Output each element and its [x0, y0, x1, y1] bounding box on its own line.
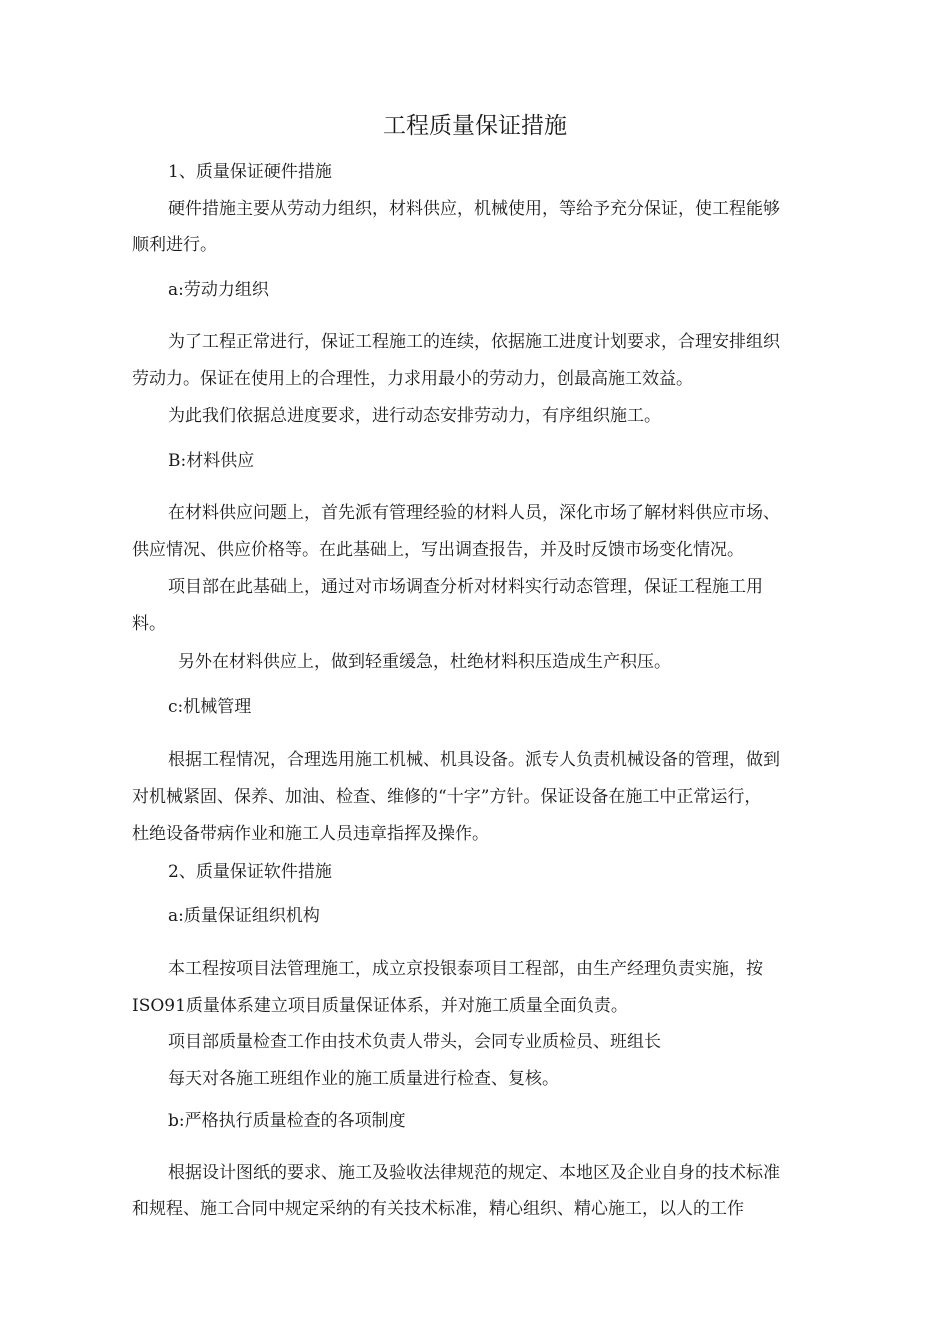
- paragraph-line: 顺利进行。: [132, 235, 217, 255]
- subheading-materials: B:材料供应: [168, 451, 255, 471]
- paragraph-line: 料。: [132, 614, 166, 634]
- paragraph-line: 每天对各施工班组作业的施工质量进行检查、复核。: [168, 1069, 559, 1089]
- section-heading-software: 2、质量保证软件措施: [168, 862, 332, 882]
- paragraph-line: 另外在材料供应上，做到轻重缓急，杜绝材料积压造成生产积压。: [178, 652, 671, 672]
- subheading-machinery: c:机械管理: [168, 697, 252, 717]
- paragraph-line: 供应情况、供应价格等。在此基础上，写出调查报告，并及时反馈市场变化情况。: [132, 540, 744, 560]
- paragraph-line: 根据工程情况，合理选用施工机械、机具设备。派专人负责机械设备的管理，做到: [168, 750, 780, 770]
- paragraph-line: 硬件措施主要从劳动力组织，材料供应，机械使用，等给予充分保证，使工程能够: [168, 199, 780, 219]
- paragraph-line: 对机械紧固、保养、加油、检查、维修的“十字”方针。保证设备在施工中正常运行，: [132, 787, 762, 807]
- paragraph-line: 为此我们依据总进度要求，进行动态安排劳动力，有序组织施工。: [168, 406, 661, 426]
- section-heading-hardware: 1、质量保证硬件措施: [168, 162, 332, 182]
- paragraph-line: 为了工程正常进行，保证工程施工的连续，依据施工进度计划要求，合理安排组织: [168, 332, 780, 352]
- document-title: 工程质量保证措施: [383, 113, 567, 139]
- subheading-inspection: b:严格执行质量检查的各项制度: [168, 1111, 406, 1131]
- paragraph-line: ISO91质量体系建立项目质量保证体系，并对施工质量全面负责。: [132, 996, 628, 1016]
- subheading-organization: a:质量保证组织机构: [168, 906, 320, 926]
- paragraph-line: 项目部质量检查工作由技术负责人带头，会同专业质检员、班组长: [168, 1032, 661, 1052]
- paragraph-line: 杜绝设备带病作业和施工人员违章指挥及操作。: [132, 824, 489, 844]
- paragraph-line: 根据设计图纸的要求、施工及验收法律规范的规定、本地区及企业自身的技术标准: [168, 1163, 780, 1183]
- paragraph-line: 项目部在此基础上，通过对市场调查分析对材料实行动态管理，保证工程施工用: [168, 577, 763, 597]
- paragraph-line: 和规程、施工合同中规定采纳的有关技术标准，精心组织、精心施工，以人的工作: [132, 1199, 744, 1219]
- paragraph-line: 劳动力。保证在使用上的合理性，力求用最小的劳动力，创最高施工效益。: [132, 369, 693, 389]
- paragraph-line: 在材料供应问题上，首先派有管理经验的材料人员，深化市场了解材料供应市场、: [168, 503, 780, 523]
- paragraph-line: 本工程按项目法管理施工，成立京投银泰项目工程部，由生产经理负责实施，按: [168, 959, 763, 979]
- subheading-labor: a:劳动力组织: [168, 280, 269, 300]
